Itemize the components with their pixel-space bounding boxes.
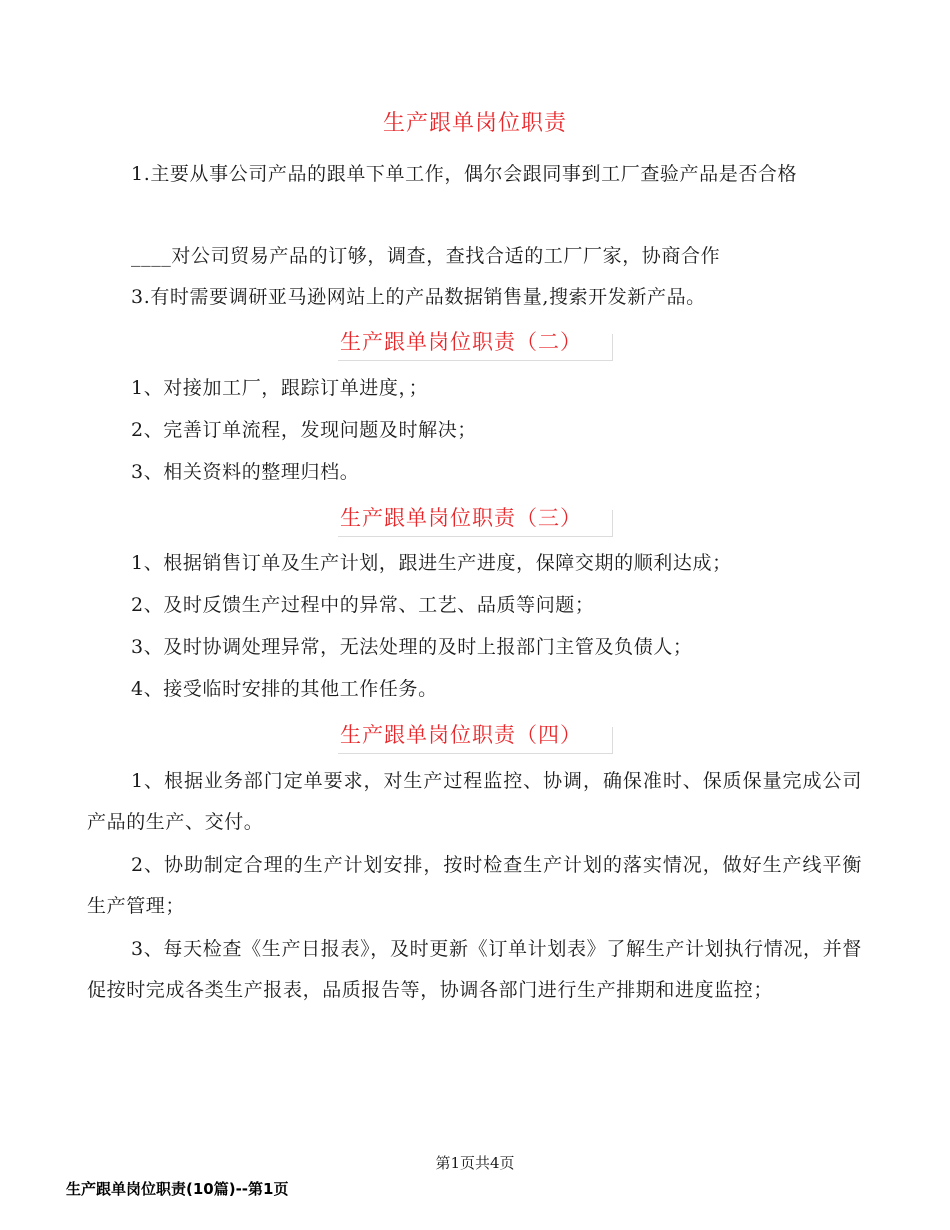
section3-heading: 生产跟单岗位职责（三） — [340, 506, 582, 530]
section1-paragraph-3: 3.有时需要调研亚马逊网站上的产品数据销售量,搜索开发新产品。 — [131, 286, 706, 308]
section2-paragraph-1: 1、对接加工厂，跟踪订单进度，； — [131, 377, 429, 399]
section4-heading: 生产跟单岗位职责（四） — [340, 723, 582, 747]
document-title: 生产跟单岗位职责 — [382, 111, 567, 136]
section4-paragraph-3: 3、每天检查《生产日报表》，及时更新《订单计划表》了解生产计划执行情况，并督促按时完成各类生产报表，品质报告等，协调各部门进行生产排期和进度监控； — [87, 938, 862, 1001]
section2-heading: 生产跟单岗位职责（二） — [340, 330, 582, 354]
section3-paragraph-1: 1、根据销售订单及生产计划，跟进生产进度，保障交期的顺利达成； — [131, 552, 732, 574]
section4-paragraph-1: 1、根据业务部门定单要求，对生产过程监控、协调，确保准时、保质保量完成公司产品的生产、交付。 — [87, 770, 862, 833]
document-footer-label: 生产跟单岗位职责(10篇)--第1页 — [66, 1180, 289, 1198]
section1-paragraph-1: 1.主要从事公司产品的跟单下单工作，偶尔会跟同事到工厂查验产品是否合格 — [131, 163, 798, 185]
section2-paragraph-2: 2、完善订单流程，发现问题及时解决； — [131, 419, 477, 441]
section3-paragraph-4: 4、接受临时安排的其他工作任务。 — [131, 678, 438, 700]
section2-paragraph-3: 3、相关资料的整理归档。 — [131, 461, 360, 483]
page-number: 第1页共4页 — [435, 1154, 515, 1172]
section3-paragraph-3: 3、及时协调处理异常，无法处理的及时上报部门主管及负债人； — [131, 636, 693, 658]
section4-paragraph-2: 2、协助制定合理的生产计划安排，按时检查生产计划的落实情况，做好生产线平衡生产管理； — [87, 854, 862, 917]
section1-paragraph-2: ____对公司贸易产品的订够，调查，查找合适的工厂厂家，协商合作 — [131, 245, 721, 267]
section3-paragraph-2: 2、及时反馈生产过程中的异常、工艺、品质等问题； — [131, 594, 595, 616]
